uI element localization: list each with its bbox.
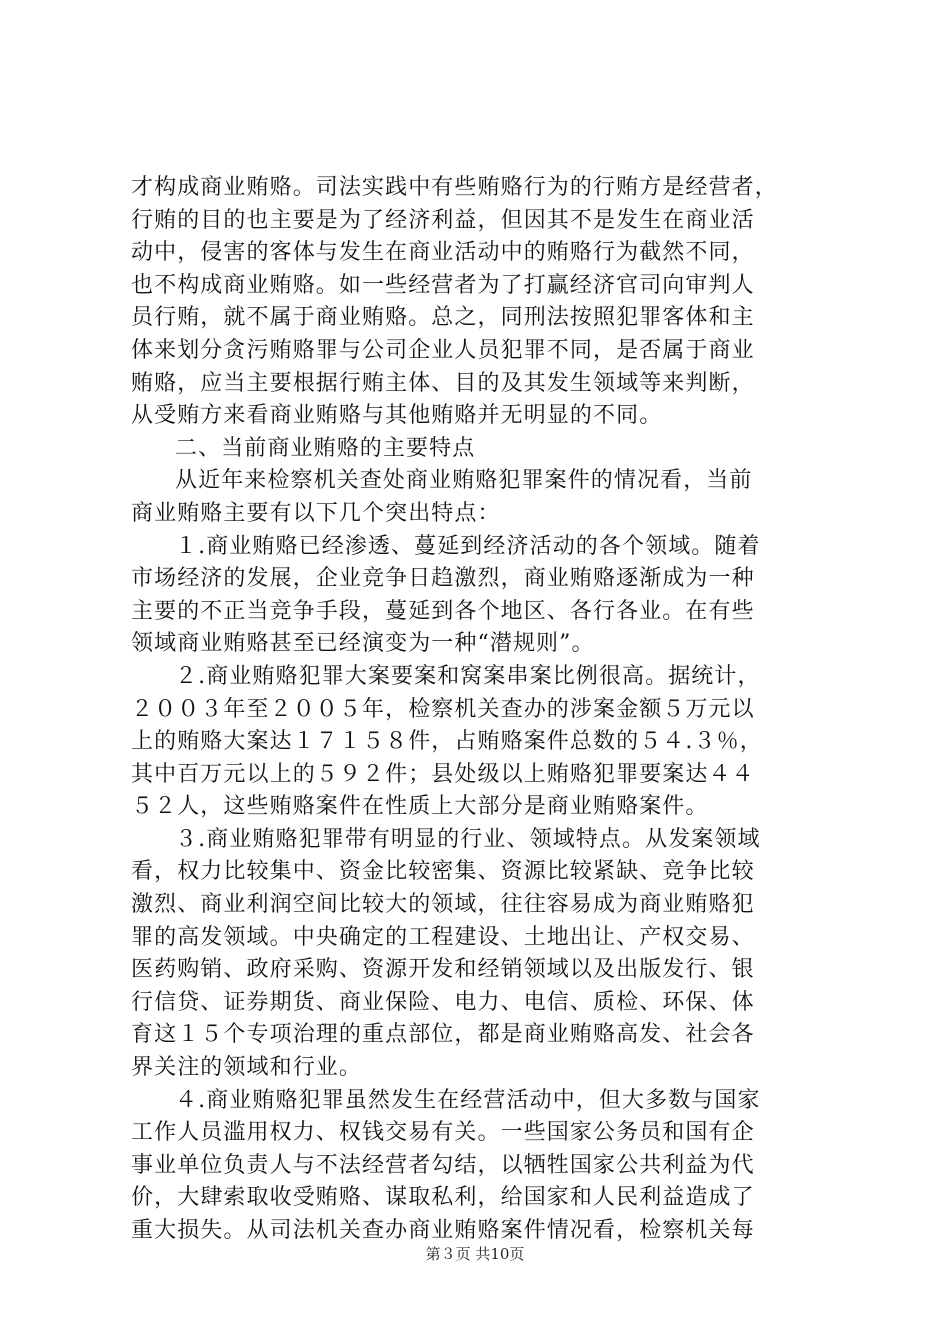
- text-line: 动中，侵害的客体与发生在商业活动中的贿赂行为截然不同，: [131, 240, 755, 266]
- text-line: 从近年来检察机关查处商业贿赂犯罪案件的情况看，当前: [175, 468, 753, 494]
- text-line: 行贿的目的也主要是为了经济利益，但因其不是发生在商业活: [131, 207, 755, 233]
- page-footer: 第３页 共10页: [425, 1245, 525, 1263]
- text-line: １.商业贿赂已经渗透、蔓延到经济活动的各个领域。随着: [175, 533, 761, 559]
- document-body: [131, 172, 831, 1248]
- text-line: 育这１５个专项治理的重点部位，都是商业贿赂高发、社会各: [131, 1022, 755, 1048]
- text-line: ３.商业贿赂犯罪带有明显的行业、领域特点。从发案领域: [175, 826, 761, 852]
- text-line: 体来划分贪污贿赂罪与公司企业人员犯罪不同，是否属于商业: [131, 337, 755, 363]
- text-line: 贿赂，应当主要根据行贿主体、目的及其发生领域等来判断，: [131, 370, 755, 396]
- text-line: 市场经济的发展，企业竞争日趋激烈，商业贿赂逐渐成为一种: [131, 566, 755, 592]
- text-line: ２００３年至２００５年，检察机关查办的涉案金额５万元以: [131, 696, 755, 722]
- text-line: 领域商业贿赂甚至已经演变为一种“潜规则”。: [131, 631, 595, 657]
- text-line: ５２人，这些贿赂案件在性质上大部分是商业贿赂案件。: [131, 794, 709, 820]
- text-line: 界关注的领域和行业。: [131, 1055, 363, 1081]
- text-line: 事业单位负责人与不法经营者勾结，以牺牲国家公共利益为代: [131, 1152, 755, 1178]
- text-line: 医药购销、政府采购、资源开发和经销领域以及出版发行、银: [131, 957, 755, 983]
- text-line: 激烈、商业利润空间比较大的领域，往往容易成为商业贿赂犯: [131, 892, 755, 918]
- text-line: 主要的不正当竞争手段，蔓延到各个地区、各行各业。在有些: [131, 598, 755, 624]
- text-line: 重大损失。从司法机关查办商业贿赂案件情况看，检察机关每: [131, 1218, 755, 1243]
- text-line: 其中百万元以上的５９２件；县处级以上贿赂犯罪要案达４４: [131, 761, 755, 787]
- text-line: 罪的高发领域。中央确定的工程建设、土地出让、产权交易、: [131, 924, 755, 950]
- text-line: ４.商业贿赂犯罪虽然发生在经营活动中，但大多数与国家: [175, 1087, 761, 1113]
- text-line: 工作人员滥用权力、权钱交易有关。一些国家公务员和国有企: [131, 1120, 755, 1146]
- text-line: 员行贿，就不属于商业贿赂。总之，同刑法按照犯罪客体和主: [131, 305, 755, 331]
- text-line: 行信贷、证券期货、商业保险、电力、电信、质检、环保、体: [131, 989, 755, 1015]
- text-line: 价，大肆索取收受贿赂、谋取私利，给国家和人民利益造成了: [131, 1185, 755, 1211]
- text-line: ２.商业贿赂犯罪大案要案和窝案串案比例很高。据统计，: [175, 663, 761, 689]
- text-line: 商业贿赂主要有以下几个突出特点：: [131, 500, 501, 526]
- text-line: 二、当前商业贿赂的主要特点: [175, 435, 476, 461]
- text-line: 才构成商业贿赂。司法实践中有些贿赂行为的行贿方是经营者，: [131, 175, 778, 200]
- text-line: 从受贿方来看商业贿赂与其他贿赂并无明显的不同。: [131, 403, 663, 429]
- text-line: 上的贿赂大案达１７１５８件，占贿赂案件总数的５４.３％，: [131, 729, 763, 755]
- text-line: 看，权力比较集中、资金比较密集、资源比较紧缺、竞争比较: [131, 859, 755, 885]
- text-line: 也不构成商业贿赂。如一些经营者为了打赢经济官司向审判人: [131, 272, 755, 298]
